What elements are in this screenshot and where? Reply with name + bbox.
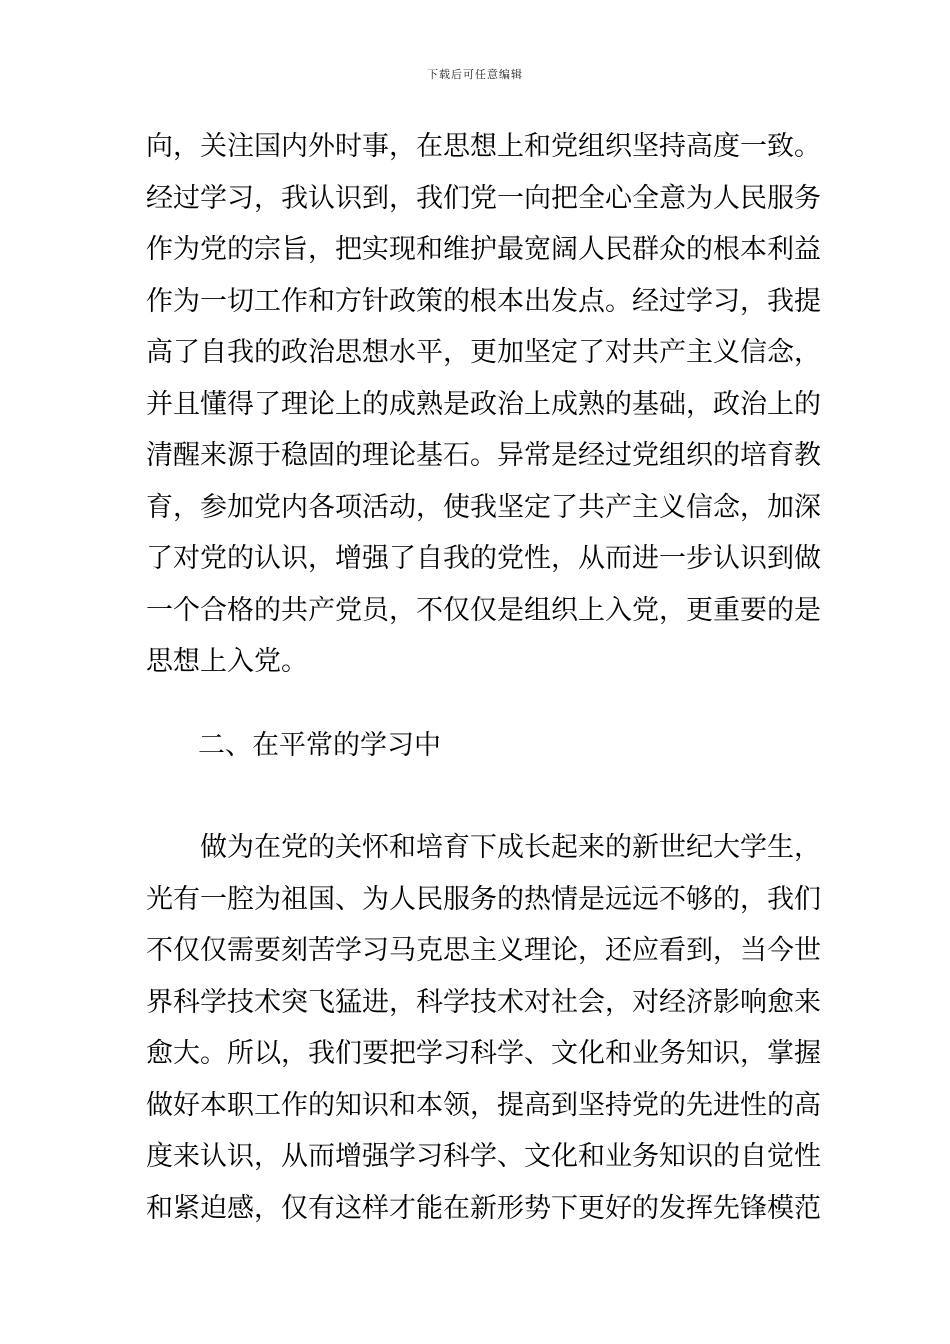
text-line: 作为党的宗旨，把实现和维护最宽阔人民群众的根本利益 [146, 234, 821, 265]
text-line: 界科学技术突飞猛进，科学技术对社会，对经济影响愈来 [146, 986, 821, 1018]
text-line: 一个合格的共产党员，不仅仅是组织上入党，更重要的是 [146, 594, 821, 626]
text-line: 做好本职工作的知识和本领，提高到坚持党的先进性的高 [146, 1089, 821, 1121]
text-line: 和紧迫感，仅有这样才能在新形势下更好的发挥先锋模范 [146, 1192, 821, 1224]
text-line: 并且懂得了理论上的成熟是政治上成熟的基础，政治上的 [146, 388, 821, 420]
text-line: 愈大。所以，我们要把学习科学、文化和业务知识，掌握 [146, 1038, 821, 1069]
header-note: 下载后可任意编辑 [427, 68, 523, 81]
paragraph-1 [146, 121, 821, 688]
text-line: 思想上入党。 [146, 646, 308, 677]
text-line: 经过学习，我认识到，我们党一向把全心全意为人民服务 [146, 182, 821, 214]
text-line: 高了自我的政治思想水平，更加坚定了对共产主义信念， [146, 337, 821, 368]
text-line: 清醒来源于稳固的理论基石。异常是经过党组织的培育教 [146, 440, 821, 471]
text-line: 了对党的认识，增强了自我的党性，从而进一步认识到做 [146, 543, 821, 574]
text-line: 向，关注国内外时事，在思想上和党组织坚持高度一致。 [146, 131, 821, 162]
text-line: 度来认识，从而增强学习科学、文化和业务知识的自觉性 [146, 1141, 821, 1172]
section-heading: 二、在平常的学习中 [198, 730, 441, 761]
paragraph-2 [146, 822, 821, 1234]
text-line: 不仅仅需要刻苦学习马克思主义理论，还应看到，当今世 [146, 935, 821, 966]
text-line: 作为一切工作和方针政策的根本出发点。经过学习，我提 [146, 285, 821, 317]
text-line: 育，参加党内各项活动，使我坚定了共产主义信念，加深 [146, 491, 821, 523]
text-line: 光有一腔为祖国、为人民服务的热情是远远不够的，我们 [146, 883, 821, 915]
text-line: 做为在党的关怀和培育下成长起来的新世纪大学生， [200, 832, 821, 863]
